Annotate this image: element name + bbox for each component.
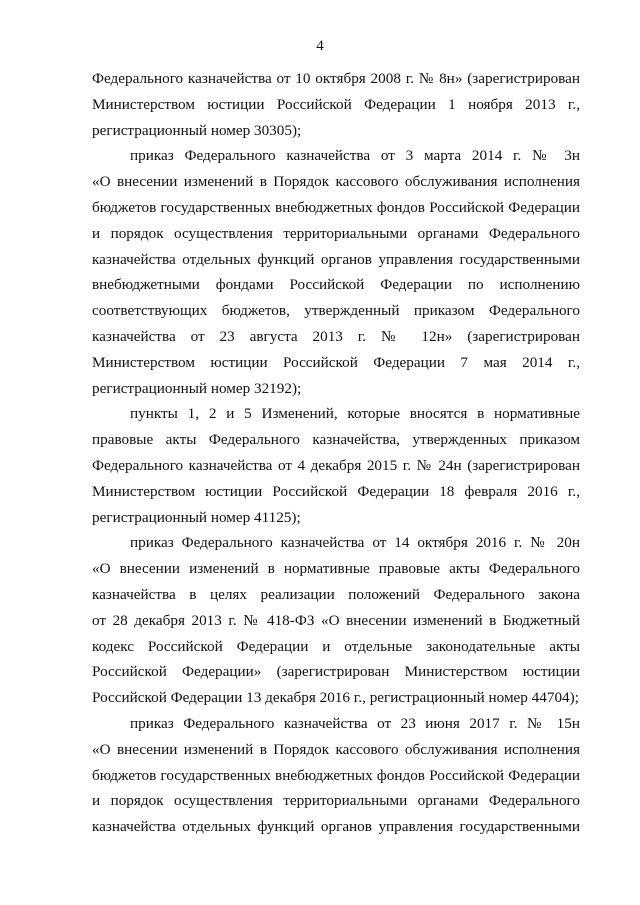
- text-line: и порядок осуществления территориальными органами Федерального: [92, 792, 580, 810]
- text-line: «О внесении изменений в Порядок кассового обслуживания исполнения: [92, 173, 580, 191]
- text-line: Федерального казначейства от 4 декабря 2015 г. № 24н (зарегистрирован: [92, 456, 580, 474]
- text-line: пункты 1, 2 и 5 Изменений, которые вносятся в нормативные: [130, 405, 580, 423]
- text-line: соответствующих бюджетов, утвержденный приказом Федерального: [92, 302, 580, 320]
- text-line: регистрационный номер 41125);: [92, 508, 301, 526]
- text-line: приказ Федерального казначейства от 14 октября 2016 г. № 20н: [130, 534, 580, 552]
- text-line: правовые акты Федерального казначейства, утвержденных приказом: [92, 431, 580, 449]
- text-line: казначейства отдельных функций органов управления государственными: [92, 818, 580, 836]
- text-line: регистрационный номер 32192);: [92, 379, 302, 397]
- document-body: [92, 66, 580, 840]
- text-line: внебюджетными фондами Российской Федерации по исполнению: [92, 276, 580, 294]
- text-line: приказ Федерального казначейства от 23 июня 2017 г. № 15н: [130, 714, 580, 732]
- paragraph: [92, 66, 580, 143]
- text-line: Российской Федерации» (зарегистрирован Министерством юстиции: [92, 663, 580, 681]
- text-line: «О внесении изменений в нормативные правовые акты Федерального: [92, 560, 580, 578]
- text-line: Федерального казначейства от 10 октября 2008 г. № 8н» (зарегистрирован: [92, 70, 580, 87]
- paragraph: [92, 530, 580, 711]
- paragraph: [92, 711, 580, 840]
- text-line: Министерством юстиции Российской Федерации 7 мая 2014 г.,: [92, 353, 580, 371]
- text-line: и порядок осуществления территориальными органами Федерального: [92, 224, 580, 242]
- text-line: Министерством юстиции Российской Федерации 18 февраля 2016 г.,: [92, 482, 580, 500]
- text-line: приказ Федерального казначейства от 3 марта 2014 г. № 3н: [130, 147, 580, 165]
- page-number: 4: [316, 38, 324, 54]
- text-line: от 28 декабря 2013 г. № 418-ФЗ «О внесении изменений в Бюджетный: [92, 611, 580, 629]
- text-line: регистрационный номер 30305);: [92, 121, 302, 139]
- text-line: бюджетов государственных внебюджетных фондов Российской Федерации: [92, 198, 580, 216]
- text-line: «О внесении изменений в Порядок кассового обслуживания исполнения: [92, 740, 580, 758]
- paragraph: [92, 401, 580, 530]
- paragraph: [92, 143, 580, 401]
- text-line: бюджетов государственных внебюджетных фондов Российской Федерации: [92, 766, 580, 784]
- text-line: казначейства в целях реализации положений Федерального закона: [92, 585, 580, 603]
- text-line: казначейства от 23 августа 2013 г. № 12н» (зарегистрирован: [92, 327, 580, 345]
- text-line: Министерством юстиции Российской Федерации 1 ноября 2013 г.,: [92, 95, 580, 113]
- text-line: кодекс Российской Федерации и отдельные законодательные акты: [92, 637, 580, 655]
- text-line: Российской Федерации 13 декабря 2016 г., регистрационный номер 44704);: [92, 689, 579, 707]
- text-line: казначейства отдельных функций органов управления государственными: [92, 250, 580, 268]
